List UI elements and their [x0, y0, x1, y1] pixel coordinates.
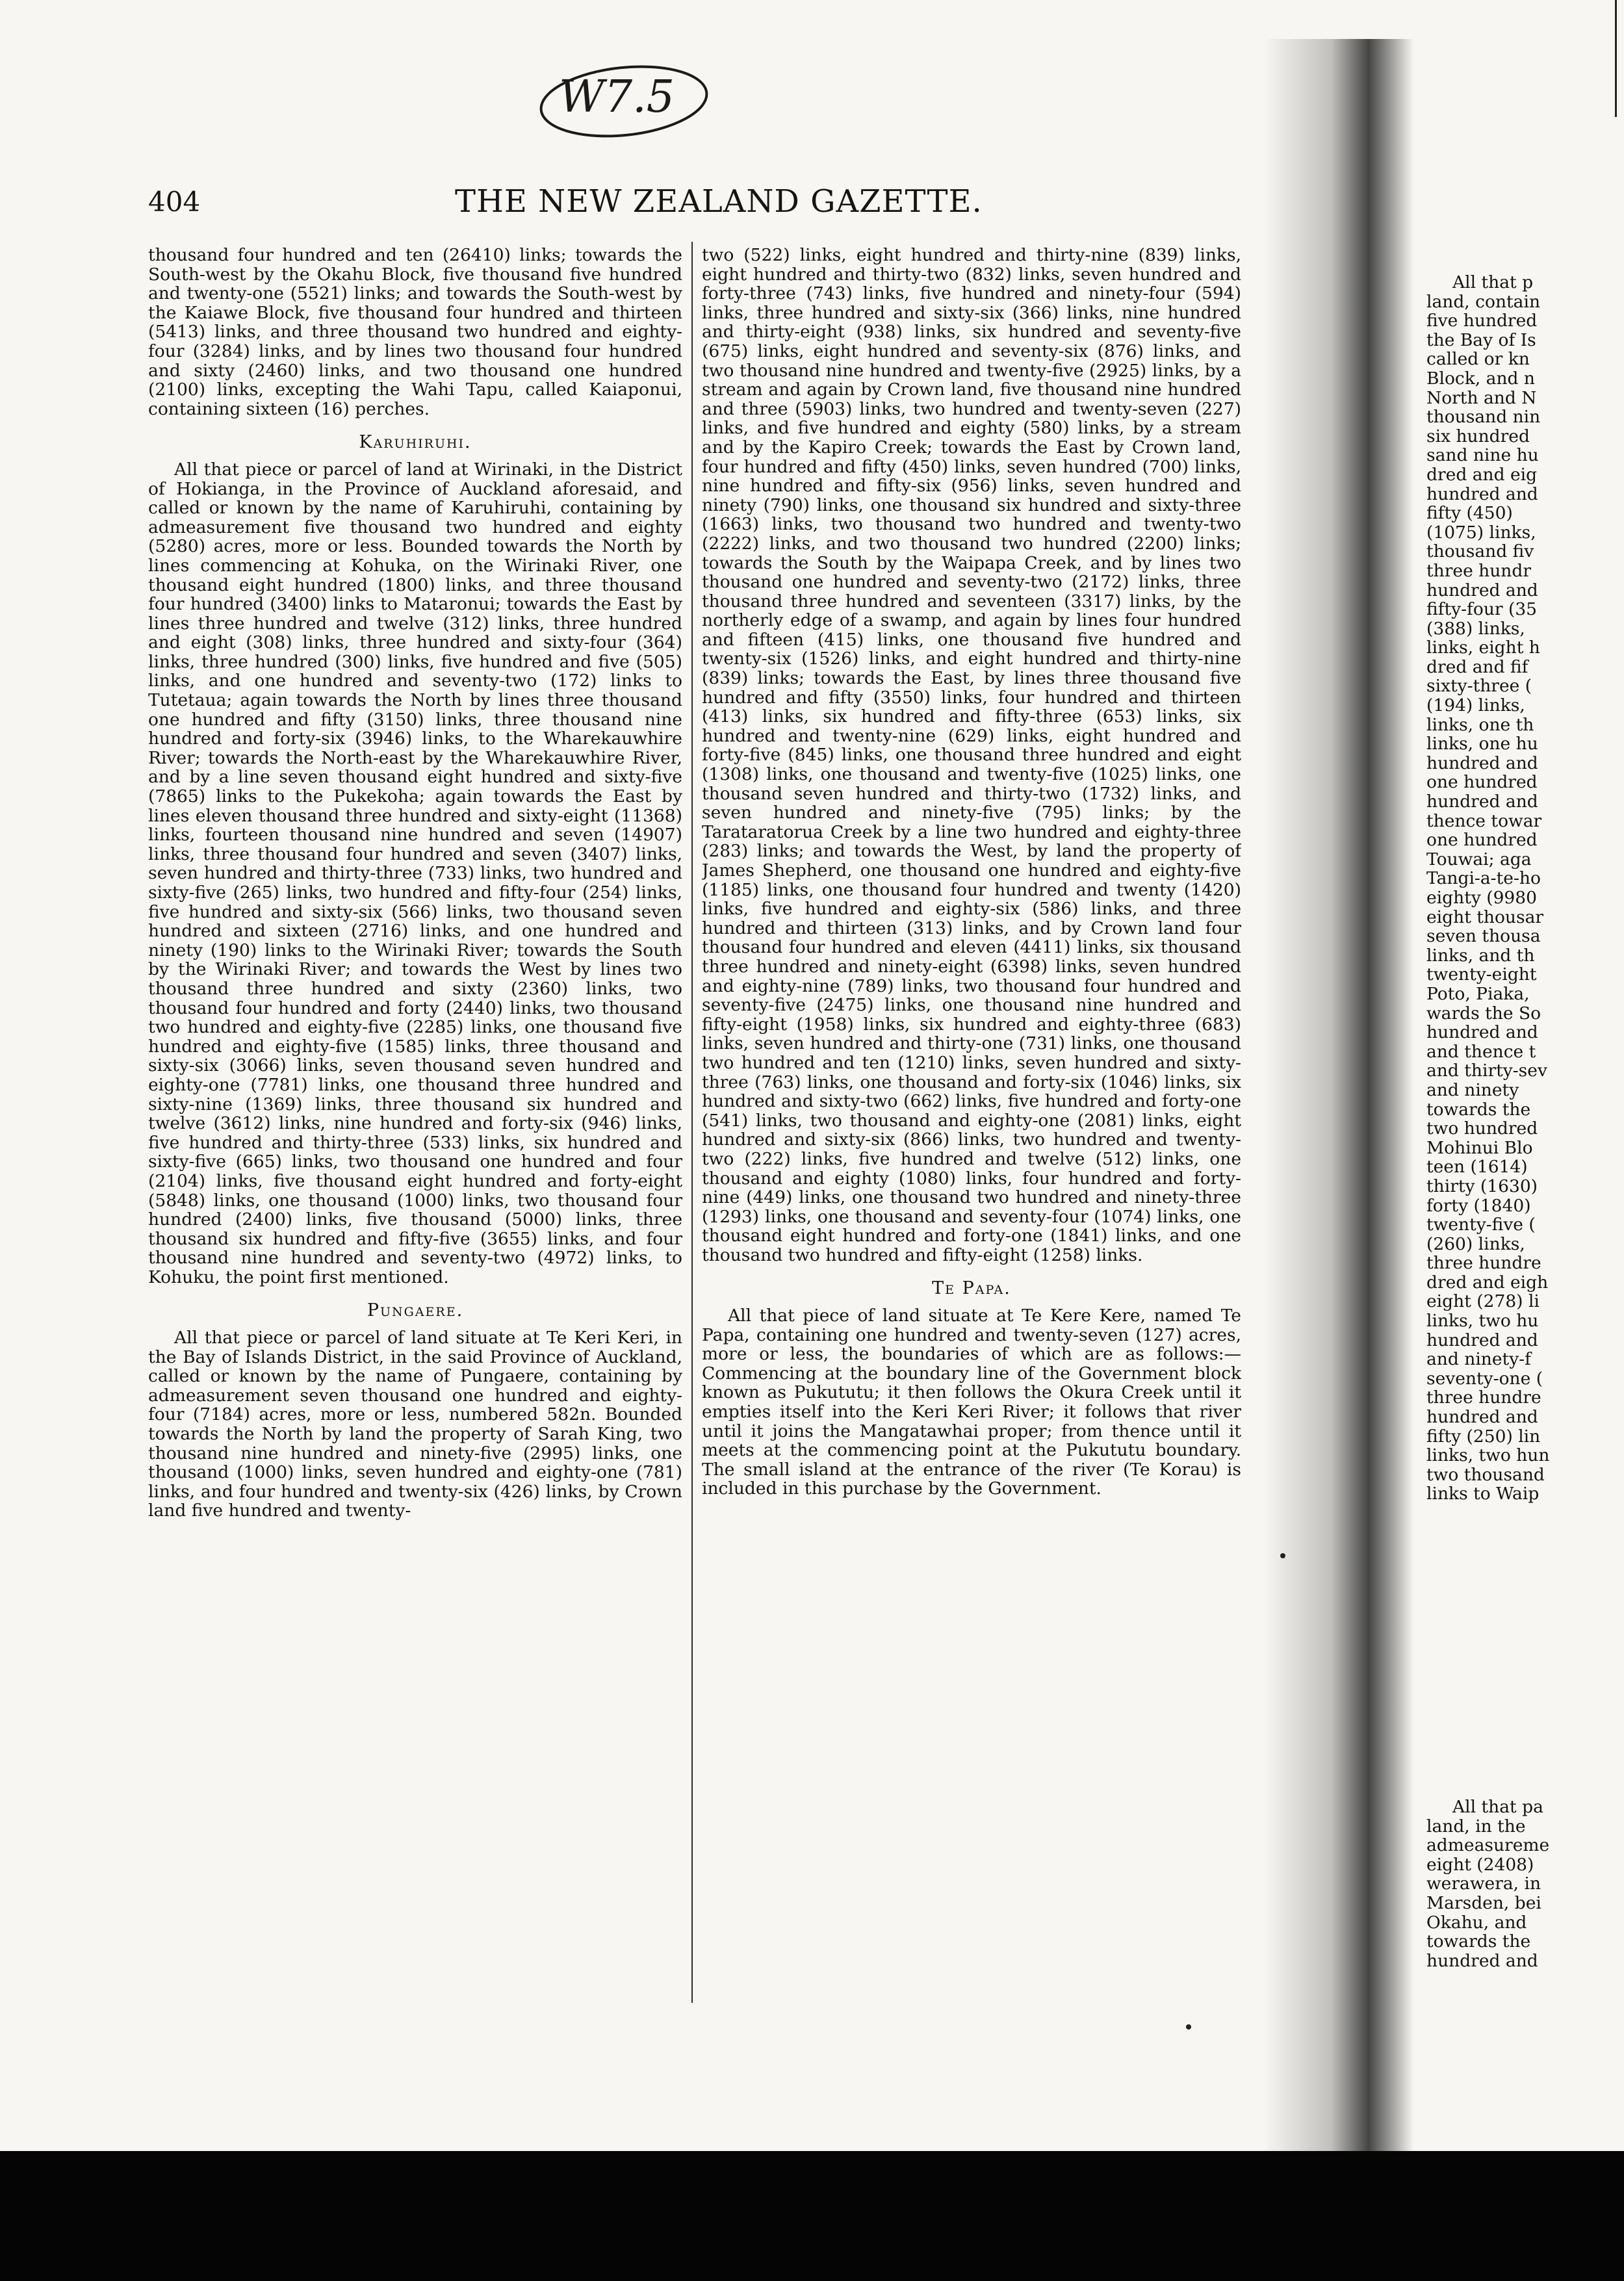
fragment-line: sixty-three ( [1426, 676, 1532, 697]
fragment-line: teen (1614) [1426, 1157, 1528, 1178]
annotation-text: W7.5 [559, 71, 675, 123]
heading-karuhiruhi: Karuhiruhi. [359, 432, 472, 453]
fragment-line: (388) links, [1426, 618, 1531, 639]
fragment-line: six hundred [1426, 426, 1530, 446]
fragment-line: links, one hu [1426, 734, 1538, 754]
fragment-line: eight (278) li [1426, 1291, 1540, 1312]
paragraph-continuation: thousand four hundred and ten (26410) links; towards the South-west by the Okahu Block, five thousand five hundred and twenty-one (5521) links; and towards the South-west by the Kaiawe Block, five thousand four hundred and thirteen (5413) links, and three thousand two hundred and eighty-four (3284) links, and by lines two thousand four hundred and sixty (2460) links, and two thousand one hundred (2100) links, excepting the Wahi Tapu, called Kaiaponui, containing sixteen (16) perches. [148, 246, 682, 419]
gazette-masthead: THE NEW ZEALAND GAZETTE. [455, 183, 983, 220]
fragment-line: hundred and [1426, 753, 1538, 773]
fragment-line: five hundred [1426, 311, 1538, 331]
fragment-line: seven thousa [1426, 926, 1541, 947]
fragment-line: (1075) links, [1426, 522, 1536, 543]
fragment-line: links to Waip [1426, 1484, 1540, 1504]
fragment-line: one hundred [1426, 772, 1538, 793]
fragment-line: dred and fif [1426, 656, 1528, 677]
fragment-line: towards the [1426, 1099, 1536, 1120]
fragment-line: wards the So [1426, 1003, 1541, 1024]
column-right-fragment-2 [1426, 1798, 1624, 1970]
fragment-line: fifty-four (35 [1426, 599, 1538, 620]
paragraph-karuhiruhi: All that piece or parcel of land at Wirinaki, in the District of Hokianga, in the Province of Auckland aforesaid, and called or known by the name of Karuhiruhi, containing by admeasurement five thousand two hundred and eighty (5280) acres, more or less. Bounded towards the North by lines commencing at Kohuka, on the Wirinaki River, one thousand eight hundred (1800) links, and three thousand four hundred (3400) links to Mataronui; towards the East by lines three hundred and twelve (312) links, three hundred and eight (308) links, three hundred and sixty-four (364) links, three hundred (300) links, five hundred and five (505) links, and one hundred and seventy-two (172) links to Tutetaua; again towards the North by lines three thousand one hundred and fifty (3150) links, three thousand nine hundred and forty-six (3946) links, to the Wharekauwhire River; towards the North-east by the Wharekauwhire River, and by a line seven thousand eight hundred and sixty-five (7865) links to the Pukekoha; again towards the East by lines eleven thousand three hundred and sixty-eight (11368) links, fourteen thousand nine hundred and seven (14907) links, three thousand four hundred and seven (3407) links, seven hundred and thirty-three (733) links, two hundred and sixty-five (265) links, two hundred and fifty-four (254) links, five hundred and sixty-six (566) links, two thousand seven hundred and sixteen (2716) links, and one hundred and ninety (190) links to the Wirinaki River; towards the South by the Wirinaki River; and towards the West by lines two thousand three hundred and sixty (2360) links, two thousand four hundred and forty (2440) links, two thousand two hundred and eighty-five (2285) links, one thousand five hundred and eighty-five (1585) links, three thousand and sixty-six (3066) links, seven thousand seven hundred and eighty-one (7781) links, one thousand three hundred and sixty-nine (1369) links, three thousand six hundred and twelve (3612) links, nine hundred and forty-six (946) links, five hundred and thirty-three (533) links, six hundred and sixty-five (665) links, two thousand one hundred and four (2104) links, five thousand eight hundred and forty-eight (5848) links, one thousand (1000) links, two thousand four hundred (2400) links, five thousand (5000) links, three thousand six hundred and fifty-five (3655) links, and four thousand nine hundred and seventy-two (4972) links, to Kohuku, the point first mentioned. [148, 459, 682, 1287]
fragment-line: hundred and [1426, 580, 1538, 600]
fragment-line: hundred and [1426, 1330, 1538, 1350]
page-number: 404 [148, 186, 201, 218]
fragment-line: thousand nin [1426, 407, 1541, 428]
fragment-line: (260) links, [1426, 1233, 1525, 1254]
fragment-line: Touwai; aga [1426, 849, 1532, 870]
fragment-line: the Bay of Is [1426, 329, 1536, 350]
fragment-line: towards the [1426, 1931, 1531, 1952]
fragment-line: hundred and [1426, 792, 1538, 812]
scan-border-bottom [0, 2151, 1624, 2281]
fragment-line: hundred and [1426, 1407, 1538, 1428]
fragment-line: two thousand [1426, 1464, 1545, 1485]
fragment-line: one hundred [1426, 830, 1538, 851]
fragment-line: Tangi-a-te-ho [1426, 868, 1541, 889]
column-divider [691, 242, 693, 2003]
fragment-line: (194) links, [1426, 695, 1531, 716]
fragment-line: eight (2408) [1426, 1854, 1534, 1875]
edge-rule [1615, 0, 1617, 117]
fragment-line: thousand fiv [1426, 541, 1534, 562]
fragment-line: admeasureme [1426, 1835, 1550, 1856]
fragment-line: three hundre [1426, 1387, 1541, 1408]
fragment-line: Marsden, bei [1426, 1892, 1541, 1913]
fragment-line: hundred and [1426, 1022, 1538, 1043]
fragment-line: three hundr [1426, 560, 1532, 581]
fragment-line: Mohinui Blo [1426, 1137, 1533, 1158]
fragment-line: called or kn [1426, 349, 1530, 370]
fragment-line: land, contain [1426, 291, 1541, 312]
binding-shadow [1264, 39, 1413, 2164]
fragment-line: and thirty-sev [1426, 1061, 1547, 1081]
fragment-line: Okahu, and [1426, 1912, 1527, 1933]
fragment-line: eight thousar [1426, 907, 1544, 927]
fragment-line: twenty-eight [1426, 964, 1537, 985]
heading-te-papa: Te Papa. [932, 1278, 1011, 1299]
fragment-line: thirty (1630) [1426, 1176, 1538, 1196]
handwritten-annotation [533, 60, 715, 151]
fragment-line: links, one th [1426, 714, 1534, 735]
fragment-line: North and N [1426, 387, 1537, 408]
fragment-line: and ninety [1426, 1079, 1519, 1100]
fragment-line: thence towar [1426, 810, 1542, 831]
fragment-line: werawera, in [1426, 1874, 1541, 1894]
fragment-line: two hundred [1426, 1118, 1538, 1139]
fragment-line: dred and eig [1426, 464, 1538, 485]
fragment-line: links, eight h [1426, 638, 1540, 658]
fragment-line: eighty (9980 [1426, 888, 1538, 908]
fragment-line: links, and th [1426, 945, 1535, 966]
fragment-line: dred and eigh [1426, 1272, 1549, 1293]
heading-pungaere: Pungaere. [367, 1300, 464, 1321]
column-middle [702, 246, 1241, 1981]
fragment-line: seventy-one ( [1426, 1368, 1543, 1389]
fragment-line: forty (1840) [1426, 1195, 1531, 1216]
fragment-line: links, two hu [1426, 1311, 1539, 1332]
fragment-line: and thence t [1426, 1041, 1536, 1062]
fragment-line: twenty-five ( [1426, 1215, 1536, 1235]
fragment-line: fifty (250) lin [1426, 1426, 1541, 1447]
fragment-line: Block, and n [1426, 368, 1535, 389]
fragment-line: hundred and [1426, 483, 1538, 504]
fragment-line: land, in the [1426, 1816, 1531, 1836]
speck [1280, 1553, 1285, 1558]
fragment-line: hundred and [1426, 1950, 1544, 1971]
column-left [148, 246, 682, 1981]
paragraph-pungaere: All that piece or parcel of land situate at Te Keri Keri, in the Bay of Islands District, in the said Province of Auckland, called or known by the name of Pungaere, containing by admeasurement seven thousand one hundred and eighty-four (7184) acres, more or less, numbered 582n. Bounded towards the North by land the property of Sarah King, two thousand nine hundred and ninety-five (2995) links, one thousand (1000) links, seven hundred and eighty-one (781) links, and four hundred and twenty-six (426) links, by Crown land five hundred and twenty- [148, 1328, 682, 1521]
fragment-line: three hundre [1426, 1253, 1541, 1274]
fragment-line: links, two hun [1426, 1445, 1550, 1466]
fragment-line: fifty (450) [1426, 503, 1513, 524]
column-right-fragment-1 [1426, 273, 1624, 1504]
paragraph-te-papa: All that piece of land situate at Te Kere Kere, named Te Papa, containing one hundred and twenty-seven (127) acres, more or less, the boundaries of which are as follows:—Commencing at the boundary line of the Government block known as Pukututu; it then follows the Okura Creek until it empties itself into the Keri Keri River; it follows that river until it joins the Mangatawhai proper; from thence until it meets at the commencing point at the Pukututu boundary. The small island at the entrance of the river (Te Korau) is included in this purchase by the Government. [702, 1306, 1241, 1499]
fragment-line: and ninety-f [1426, 1349, 1531, 1370]
speck [1186, 2024, 1191, 2030]
fragment-line: Poto, Piaka, [1426, 983, 1530, 1004]
paragraph-pungaere-continued: two (522) links, eight hundred and thirty-nine (839) links, eight hundred and thirty-two (832) links, seven hundred and forty-three (743) links, five hundred and ninety-four (594) links, three hundred and sixty-six (366) links, nine hundred and thirty-eight (938) links, six hundred and seventy-five (675) links, eight hundred and seventy-six (876) links, and two thousand nine hundred and twenty-five (2925) links, by a stream and again by Crown land, five thousand nine hundred and three (5903) links, two hundred and twenty-seven (227) links, and five hundred and eighty (580) links, by a stream and by the Kapiro Creek; towards the East by Crown land, four hundred and fifty (450) links, seven hundred (700) links, nine hundred and fifty-six (956) links, seven hundred and ninety (790) links, one thousand six hundred and sixty-three (1663) links, two thousand two hundred and twenty-two (2222) links, and two thousand two hundred (2200) links; towards the South by the Waipapa Creek, and by lines two thousand one hundred and seventy-two (2172) links, three thousand three hundred and seventeen (3317) links, by the northerly edge of a swamp, and again by lines four hundred and fifteen (415) links, one thousand five hundred and twenty-six (1526) links, and eight hundred and thirty-nine (839) links; towards the East, by lines three thousand five hundred and fifty (3550) links, four hundred and thirteen (413) links, six hundred and fifty-three (653) links, six hundred and twenty-nine (629) links, eight hundred and forty-five (845) links, one thousand three hundred and eight (1308) links, one thousand and twenty-five (1025) links, one thousand seven hundred and thirty-two (1732) links, and seven hundred and ninety-five (795) links; by the Tarataratorua Creek by a line two hundred and eighty-three (283) links; and towards the West, by land the property of James Shepherd, one thousand one hundred and eighty-five (1185) links, one thousand four hundred and twenty (1420) links, five hundred and eighty-six (586) links, and three hundred and thirteen (313) links, and by Crown land four thousand four hundred and eleven (4411) links, six thousand three hundred and ninety-eight (6398) links, seven hundred and eighty-nine (789) links, two thousand four hundred and seventy-five (2475) links, one thousand nine hundred and fifty-eight (1958) links, six hundred and eighty-three (683) links, seven hundred and thirty-one (731) links, one thousand two hundred and ten (1210) links, seven hundred and sixty-three (763) links, one thousand and forty-six (1046) links, six hundred and sixty-two (662) links, five hundred and forty-one (541) links, two thousand and eighty-one (2081) links, eight hundred and sixty-six (866) links, two hundred and twenty-two (222) links, five hundred and twelve (512) links, one thousand and eighty (1080) links, four hundred and forty-nine (449) links, one thousand two hundred and ninety-three (1293) links, one thousand and seventy-four (1074) links, one thousand eight hundred and forty-one (1841) links, and one thousand two hundred and fifty-eight (1258) links. [702, 246, 1241, 1265]
fragment-line: All that p [1452, 273, 1534, 292]
fragment-line: sand nine hu [1426, 445, 1539, 466]
fragment-line: All that pa [1452, 1798, 1543, 1817]
